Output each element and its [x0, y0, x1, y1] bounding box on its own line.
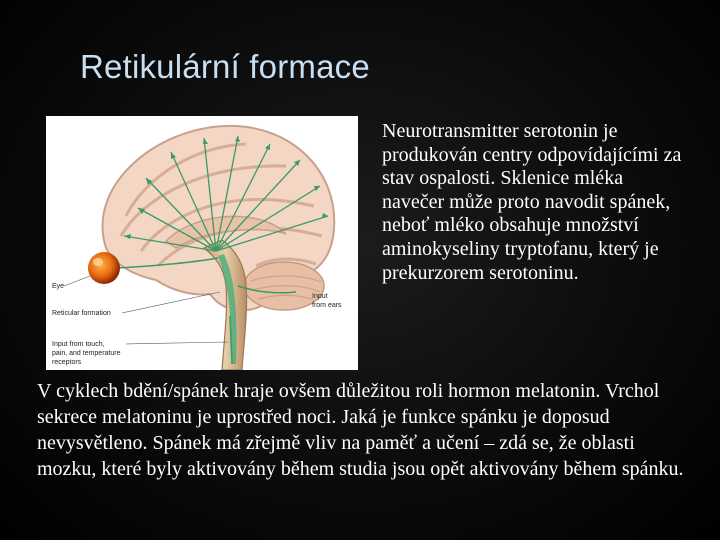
side-paragraph: Neurotransmitter serotonin je produkován centry odpovídajícími za stav ospalosti. Sklenice mléka navečer může proto navodit spánek, neboť mléko obsahuje množství aminokyseliny tryptofanu, který je prekurzorem serotoninu. [382, 120, 682, 284]
eye-icon [88, 252, 120, 284]
brain-illustration [46, 116, 358, 370]
label-input-touch-2: pain, and temperature [52, 350, 121, 357]
label-input-touch-3: receptors [52, 359, 82, 366]
bottom-paragraph: V cyklech bdění/spánek hraje ovšem důležitou roli hormon melatonin. Vrchol sekrece melatoninu je uprostřed noci. Jaká je funkce spánku je doposud nevysvětleno. Spánek má zřejmě vliv na paměť a učení – zdá se, že oblasti mozku, které byly aktivovány během studia jsou opět aktivovány během spánku. [37, 380, 684, 480]
label-reticular-formation: Reticular formation [52, 310, 111, 317]
brain-diagram [46, 116, 358, 370]
slide-title: Retikulární formace [80, 48, 370, 85]
label-input-touch-1: Input from touch, [52, 341, 105, 348]
label-input-ears-2: from ears [312, 302, 342, 309]
label-input-ears-1: Input [312, 293, 328, 300]
label-eye: Eye [52, 283, 65, 290]
